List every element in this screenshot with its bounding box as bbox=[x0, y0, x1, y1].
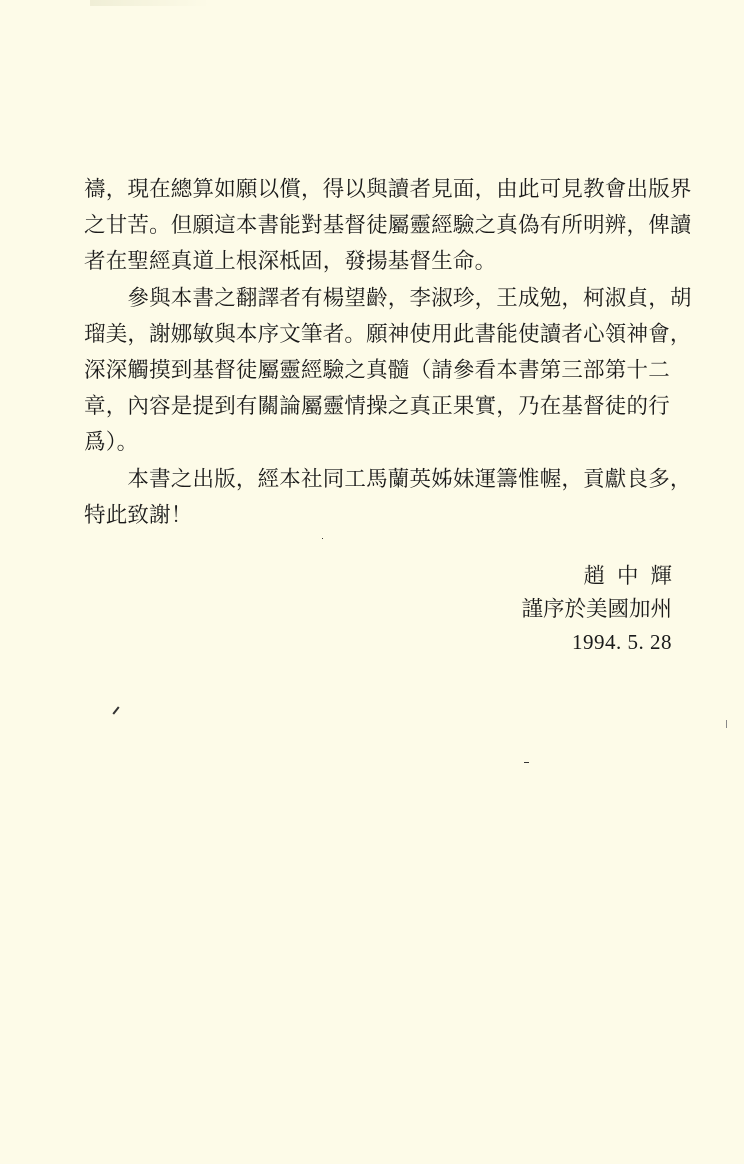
text-line: 特此致謝！ bbox=[84, 502, 193, 528]
text-line: 本書之出版，經本社同工馬蘭英姊妹運籌惟幄，貢獻良多， bbox=[84, 466, 692, 492]
text-line: 禱，現在總算如願以償，得以與讀者見面，由此可見教會出版界 bbox=[84, 177, 692, 202]
text-line: 深深觸摸到基督徒屬靈經驗之真髓（請參看本書第三部第十二 bbox=[84, 358, 670, 384]
text-line: 章，內容是提到有關論屬靈情操之真正果實，乃在基督徒的行 bbox=[84, 394, 670, 420]
author-name: 趙中輝 bbox=[583, 564, 684, 589]
scan-speck bbox=[726, 720, 727, 728]
paragraph-1 bbox=[84, 172, 694, 281]
text-line: 瑠美，謝娜敏與本序文筆者。願神使用此書能使讀者心領神會， bbox=[84, 321, 692, 347]
signature-place: 謹序於美國加州 bbox=[521, 597, 672, 622]
scan-speck bbox=[524, 762, 529, 763]
text-line: 爲）。 bbox=[84, 430, 139, 456]
signature-date: 1994. 5. 28 bbox=[572, 630, 672, 654]
paragraph-2 bbox=[84, 281, 694, 462]
scan-artifact bbox=[90, 0, 210, 6]
paragraph-3 bbox=[84, 462, 694, 534]
text-line: 之甘苦。但願這本書能對基督徒屬靈經驗之真偽有所明辨，俾讀 bbox=[84, 213, 692, 239]
text-line: 者在聖經真道上根深柢固，發揚基督生命。 bbox=[84, 249, 497, 275]
signature-block bbox=[521, 560, 684, 659]
scan-speck bbox=[322, 538, 323, 539]
preface-body bbox=[84, 172, 694, 534]
scan-speck bbox=[112, 706, 119, 714]
text-line: 參與本書之翻譯者有楊望齡，李淑珍，王成勉，柯淑貞，胡 bbox=[84, 285, 692, 311]
